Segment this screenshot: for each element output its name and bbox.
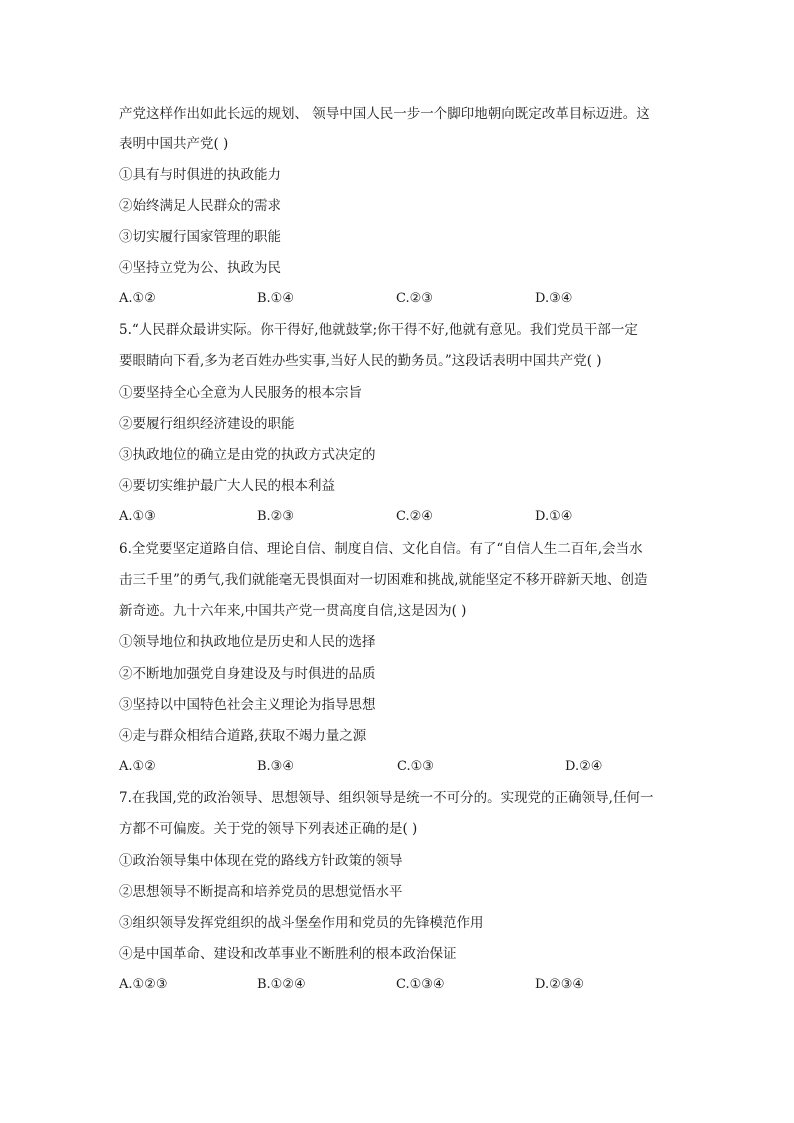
answer-option-c: C.②③: [396, 291, 433, 306]
answer-option-c: C.①③④: [396, 977, 445, 992]
statement-item: ①政治领导集中体现在党的路线方针政策的领导: [119, 853, 403, 869]
answer-option-b: B.②③: [257, 509, 294, 524]
statement-item: ①领导地位和执政地位是历史和人民的选择: [119, 634, 376, 650]
question-text-line: 击三千里”的勇气,我们就能毫无畏惧面对一切困难和挑战,就能坚定不移开辟新天地、创造: [119, 572, 648, 588]
answer-option-c: C.②④: [396, 509, 433, 524]
question-text-line: 6.全党要坚定道路自信、理论自信、制度自信、文化自信。有了“自信人生二百年,会当水: [119, 541, 643, 557]
statement-item: ④走与群众相结合道路,获取不竭力量之源: [119, 728, 367, 744]
question-text-line: 产党这样作出如此长远的规划、 领导中国人民一步一个脚印地朝向既定改革目标迈进。这: [119, 106, 650, 122]
question-text-line: 要眼睛向下看,多为老百姓办些实事,当好人民的勤务员。”这段话表明中国共产党( ): [119, 353, 602, 369]
statement-item: ②不断地加强党自身建设及与时俱进的品质: [119, 666, 376, 682]
statement-item: ①具有与时俱进的执政能力: [119, 167, 281, 183]
answer-option-a: A.①③: [119, 509, 156, 524]
statement-item: ①要坚持全心全意为人民服务的根本宗旨: [119, 385, 362, 401]
answer-option-a: A.①②③: [119, 977, 168, 992]
statement-item: ②始终满足人民群众的需求: [119, 198, 281, 214]
answer-option-c: C.①③: [397, 759, 434, 774]
question-text-line: 7.在我国,党的政治领导、思想领导、组织领导是统一不可分的。实现党的正确领导,任何一: [119, 790, 654, 806]
question-text-line: 5.“人民群众最讲实际。你干得好,他就鼓掌;你干得不好,他就有意见。我们党员干部一定: [119, 322, 638, 338]
answer-option-d: D.③④: [535, 291, 573, 306]
answer-option-a: A.①②: [119, 291, 156, 306]
question-text-line: 方都不可偏废。关于党的领导下列表述正确的是( ): [119, 821, 418, 837]
question-text-line: 新奇迹。九十六年来,中国共产党一贯高度自信,这是因为( ): [119, 603, 467, 619]
answer-option-a: A.①②: [119, 759, 156, 774]
answer-option-d: D.②③④: [535, 977, 585, 992]
statement-item: ②思想领导不断提高和培养党员的思想觉悟水平: [119, 884, 403, 900]
answer-option-b: B.①④: [257, 291, 294, 306]
statement-item: ④要切实维护最广大人民的根本利益: [119, 478, 335, 494]
statement-item: ②要履行组织经济建设的职能: [119, 416, 295, 432]
answer-option-d: D.②④: [565, 759, 603, 774]
statement-item: ④是中国革命、建设和改革事业不断胜利的根本政治保证: [119, 946, 457, 962]
question-text-line: 表明中国共产党( ): [119, 136, 229, 152]
statement-item: ④坚持立党为公、执政为民: [119, 260, 281, 276]
statement-item: ③坚持以中国特色社会主义理论为指导思想: [119, 697, 376, 713]
statement-item: ③切实履行国家管理的职能: [119, 229, 281, 245]
statement-item: ③组织领导发挥党组织的战斗堡垒作用和党员的先锋模范作用: [119, 915, 484, 931]
answer-option-d: D.①④: [535, 509, 573, 524]
answer-option-b: B.①②④: [257, 977, 306, 992]
answer-option-b: B.③④: [257, 759, 294, 774]
statement-item: ③执政地位的确立是由党的执政方式决定的: [119, 447, 376, 463]
